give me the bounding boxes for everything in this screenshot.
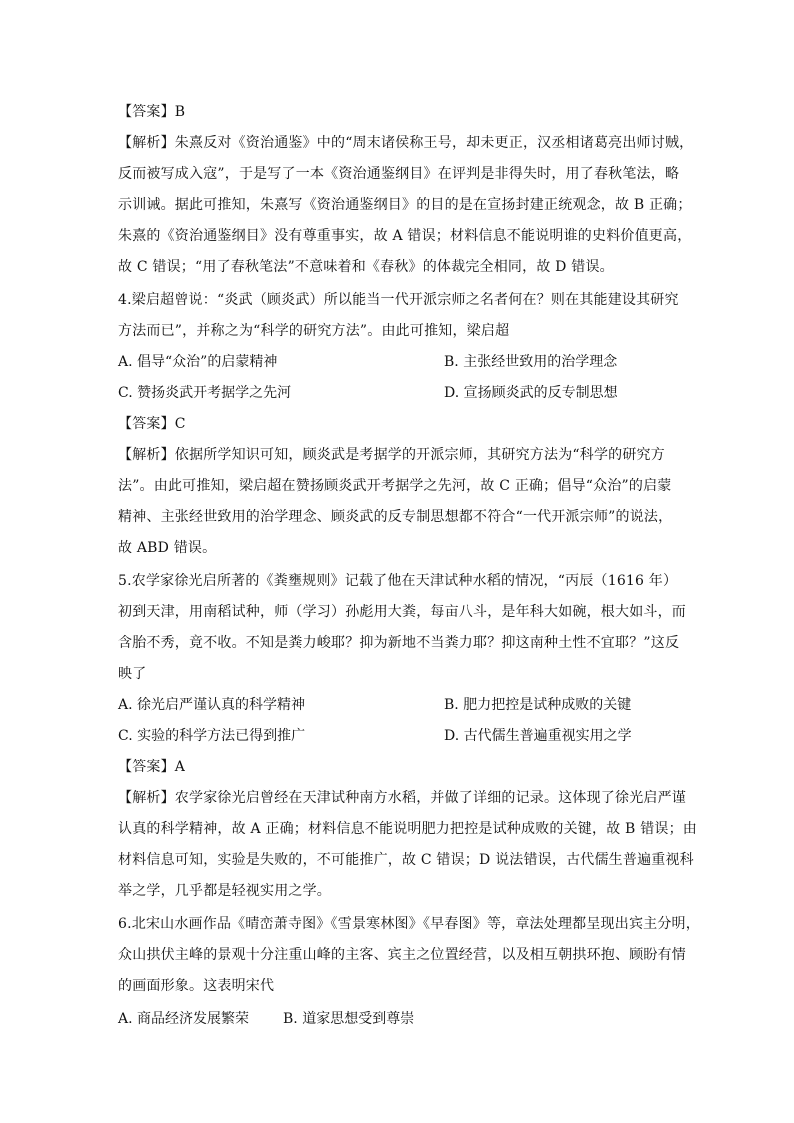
q5-option-a: A. 徐光启严谨认真的科学精神 [118,697,306,713]
q4-option-c: C. 赞扬炎武开考据学之先河 [118,385,292,401]
q5-stem-line-1: 5.农学家徐光启所著的《粪壅规则》记载了他在天津试种水稻的情况，“丙辰（1616 年） [118,573,678,589]
q5-stem-line-4: 映了 [118,666,147,682]
q3-analysis-line-1: 【解析】朱熹反对《资治通鉴》中的“周末诸侯称王号，却未更正，汉丞相诸葛亮出师讨贼， [118,135,694,151]
q4-answer: 【答案】C [118,416,186,432]
q4-analysis-line-3: 精神、主张经世致用的治学理念、顾炎武的反专制思想都不符合“一代开派宗师”的说法， [118,509,673,525]
q6-stem-line-2: 众山拱伏主峰的景观十分注重山峰的主客、宾主之位置经营，以及相互朝拱环抱、顾盼有情 [118,947,686,963]
q5-option-d: D. 古代儒生普遍重视实用之学 [444,728,632,744]
q4-option-a: A. 倡导“众治”的启蒙精神 [118,354,278,370]
q3-analysis-line-2: 反而被写成入寇”，于是写了一本《资治通鉴纲目》在评判是非得失时，用了春秋笔法，略 [118,166,680,182]
q5-analysis-line-4: 举之学，几乎都是轻视实用之学。 [118,883,331,899]
q5-analysis-line-3: 材料信息可知，实验是失败的，不可能推广，故 C 错误；D 说法错误，古代儒生普遍重视科 [118,852,694,868]
q4-stem-line-2: 方法而已”，并称之为“科学的研究方法”。由此可推知，梁启超 [118,323,510,339]
q5-answer: 【答案】A [118,759,186,775]
q4-option-d: D. 宣扬顾炎武的反专制思想 [444,385,618,401]
q5-analysis-line-2: 认真的科学精神，故 A 正确；材料信息不能说明肥力把控是试种成败的关键，故 B 错误；由 [118,821,697,837]
q4-analysis-line-4: 故 ABD 错误。 [118,540,217,556]
q5-option-c: C. 实验的科学方法已得到推广 [118,728,306,744]
q3-analysis-line-5: 故 C 错误；“用了春秋笔法”不意味着和《春秋》的体裁完全相同，故 D 错误。 [118,259,614,275]
q6-stem-line-3: 的画面形象。这表明宋代 [118,978,275,994]
q3-answer: 【答案】B [118,104,186,120]
q4-analysis-line-2: 法”。由此可推知，梁启超在赞扬顾炎武开考据学之先河，故 C 正确；倡导“众治”的启蒙 [118,478,672,494]
q6-option-a: A. 商品经济发展繁荣 [118,1011,250,1027]
q4-stem-line-1: 4.梁启超曾说：“炎武（顾炎武）所以能当一代开派宗师之名者何在？则在其能建设其研究 [118,292,679,308]
q5-option-b: B. 肥力把控是试种成败的关键 [444,697,632,713]
q5-analysis-line-1: 【解析】农学家徐光启曾经在天津试种南方水稻，并做了详细的记录。这体现了徐光启严谨 [118,790,686,806]
q3-analysis-line-3: 示训诫。据此可推知，朱熹写《资治通鉴纲目》的目的是在宣扬封建正统观念，故 B 正确； [118,197,692,213]
q5-stem-line-2: 初到天津，用南稻试种，师（学习）孙彪用大粪，每亩八斗，是年科大如碗，根大如斗，而 [118,604,686,620]
q5-stem-line-3: 含胎不秀，竟不收。不知是粪力峻耶？抑为新地不当粪力耶？抑这南种土性不宜耶？”这反 [118,635,680,651]
q3-analysis-line-4: 朱熹的《资治通鉴纲目》没有尊重事实，故 A 错误；材料信息不能说明谁的史料价值更高， [118,228,692,244]
q4-option-b: B. 主张经世致用的治学理念 [444,354,618,370]
q6-stem-line-1: 6.北宋山水画作品《晴峦萧寺图》《雪景寒林图》《早春图》等，章法处理都呈现出宾主分明， [118,916,700,932]
q4-analysis-line-1: 【解析】依据所学知识可知，顾炎武是考据学的开派宗师，其研究方法为“科学的研究方 [118,447,665,463]
q6-option-b: B. 道家思想受到尊崇 [283,1011,415,1027]
